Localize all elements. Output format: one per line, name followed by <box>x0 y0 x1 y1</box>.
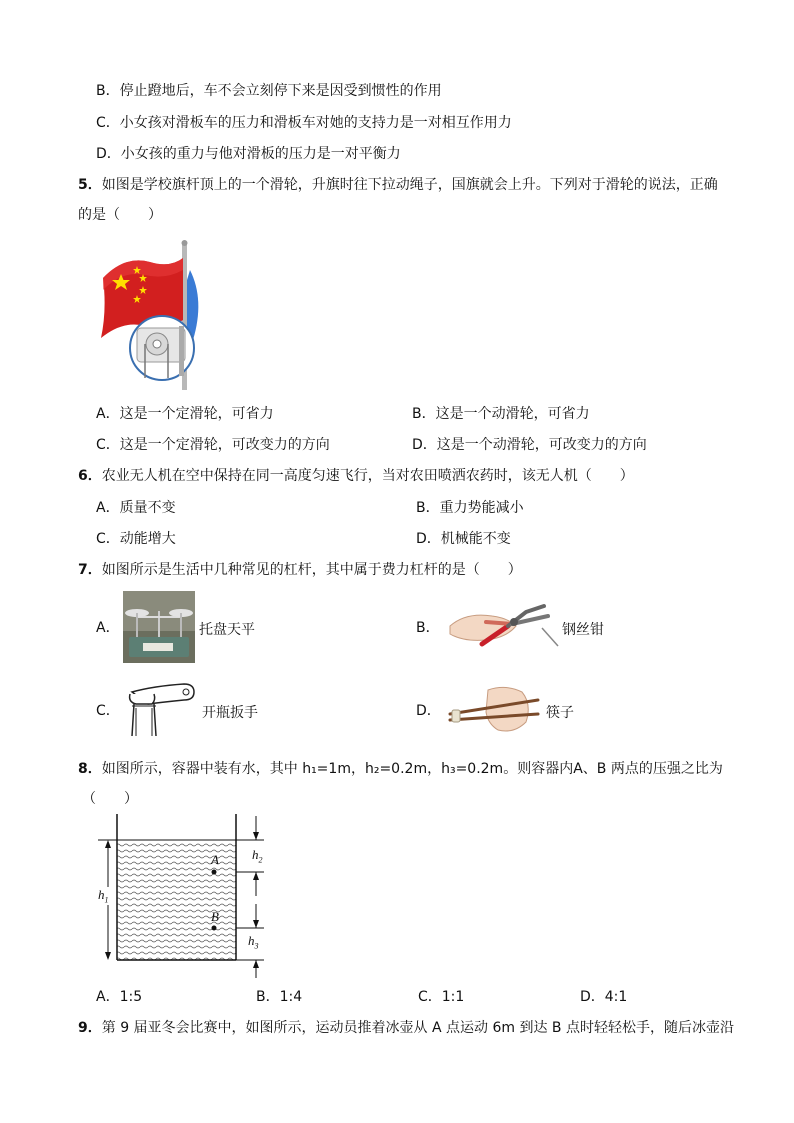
q5-text-line2: 的是（ ） <box>78 207 162 223</box>
point-a-label: A <box>211 852 219 867</box>
q5-text-line1: 如图是学校旗杆顶上的一个滑轮，升旗时往下拉动绳子，国旗就会上升。下列对于滑轮的说法，正确 <box>101 177 718 193</box>
q5-stem-line1 <box>78 176 718 194</box>
q4-option-d: D．小女孩的重力与他对滑板的压力是一对平衡力 <box>96 146 401 162</box>
q7-option-d-name: 筷子 <box>546 705 574 721</box>
q6-text: 农业无人机在空中保持在同一高度匀速飞行，当对农田喷洒农药时，该无人机（ ） <box>101 468 634 484</box>
q8-stem <box>78 760 723 778</box>
q5-option-c: C．这是一个定滑轮，可改变力的方向 <box>96 437 330 453</box>
h3-label: $h_3$ <box>248 933 259 951</box>
q7-text: 如图所示是生活中几种常见的杠杆，其中属于费力杠杆的是（ ） <box>101 562 522 578</box>
hand <box>486 687 528 731</box>
q7-option-c-letter: C． <box>96 703 120 719</box>
q8-number: 8． <box>78 761 102 777</box>
balance-scale-image <box>123 591 195 663</box>
q5-option-b: B．这是一个动滑轮，可省力 <box>412 406 590 422</box>
flag-pulley-figure <box>95 240 205 392</box>
water-container-figure <box>92 812 272 984</box>
q9-text: 第 9 届亚冬会比赛中，如图所示，运动员推着冰壶从 A 点运动 6m 到达 B 点时轻轻松手，随后冰壶沿 <box>101 1020 734 1036</box>
q5-number: 5． <box>78 177 102 193</box>
q7-option-c-name: 开瓶扳手 <box>202 705 258 721</box>
h1-label: $h_1$ <box>98 887 109 905</box>
q5-option-a: A．这是一个定滑轮，可省力 <box>96 406 274 422</box>
q7-option-b-letter: B． <box>416 620 440 636</box>
q7-option-a-letter: A． <box>96 620 120 636</box>
q8-text: 如图所示，容器中装有水，其中 h₁=1m，h₂=0.2m，h₃=0.2m。则容器内A、B 两点的压强之比为 <box>101 761 723 777</box>
q7-number: 7． <box>78 562 102 578</box>
chopsticks-image <box>448 682 540 740</box>
q8-option-b: B．1:4 <box>256 989 303 1005</box>
q5-option-d: D．这是一个动滑轮，可改变力的方向 <box>412 437 647 453</box>
q8-option-c: C．1:1 <box>418 989 465 1005</box>
q4-option-c: C．小女孩对滑板车的压力和滑板车对她的支持力是一对相互作用力 <box>96 115 512 131</box>
q9-stem <box>78 1019 734 1037</box>
q8-option-d: D．4:1 <box>580 989 628 1005</box>
point-a <box>212 870 217 875</box>
pliers-image <box>446 598 560 656</box>
q7-option-d-letter: D． <box>416 703 441 719</box>
q6-option-b: B．重力势能减小 <box>416 500 524 516</box>
q6-number: 6． <box>78 468 102 484</box>
point-b <box>212 926 217 931</box>
h2-label: $h_2$ <box>252 847 263 865</box>
q6-stem <box>78 467 634 485</box>
q8-text-line2: （ ） <box>82 791 138 807</box>
q6-option-a: A．质量不变 <box>96 500 176 516</box>
q8-option-a: A．1:5 <box>96 989 143 1005</box>
q7-stem <box>78 561 522 579</box>
q7-option-a-name: 托盘天平 <box>199 622 255 638</box>
q4-option-b: B．停止蹬地后，车不会立刻停下来是因受到惯性的作用 <box>96 83 442 99</box>
q9-number: 9． <box>78 1020 102 1036</box>
q6-option-c: C．动能增大 <box>96 531 176 547</box>
q6-option-d: D．机械能不变 <box>416 531 511 547</box>
bottle-opener-image <box>124 682 196 738</box>
q7-option-b-name: 钢丝钳 <box>562 622 604 638</box>
point-b-label: B <box>211 909 219 924</box>
